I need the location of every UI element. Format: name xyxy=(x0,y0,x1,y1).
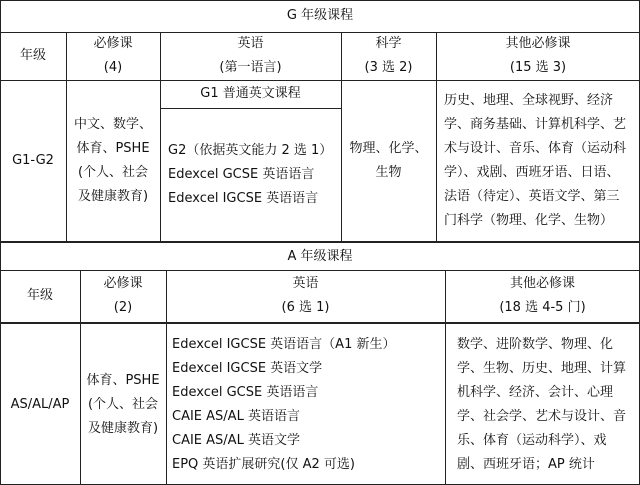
g-required-line: 及健康教育) xyxy=(77,188,149,204)
g-section-title: G 年级课程 xyxy=(286,8,354,23)
a-required-line: (个人、社会 xyxy=(87,396,159,412)
a-english-option: CAIE AS/AL 英语文学 xyxy=(172,432,300,448)
a-header-english-title: 英语 xyxy=(292,276,319,291)
a-other-line: 数学、进阶数学、物理、化 xyxy=(457,336,614,352)
a-other-line: 乐、体育（运动科学）、戏 xyxy=(457,432,607,448)
g-english-option: Edexcel GCSE 英语语言 xyxy=(168,166,315,182)
g-english-option: Edexcel IGCSE 英语语言 xyxy=(168,190,319,206)
a-english-options xyxy=(166,324,445,485)
a-english-option: Edexcel GCSE 英语语言 xyxy=(172,384,319,400)
g-science-subjects xyxy=(341,80,436,241)
g-science-line: 物理、化学、 xyxy=(349,140,428,156)
g-header-other-sub: (15 选 3) xyxy=(509,60,567,75)
g-header-other xyxy=(436,32,640,80)
g-other-line: 学）、戏剧、西班牙语、日语、 xyxy=(444,164,620,180)
g-english-options xyxy=(160,108,341,241)
g-other-line: 历史、地理、全球视野、经济 xyxy=(444,92,614,108)
g-other-line: 术与设计、音乐、体育（运动科 xyxy=(444,140,627,156)
a-header-grade: 年级 xyxy=(26,288,53,303)
a-required-line: 体育、PSHE xyxy=(86,372,160,388)
a-other-subjects xyxy=(445,324,640,485)
g-required-line: 体育、PSHE xyxy=(76,140,150,156)
a-english-option: CAIE AS/AL 英语语言 xyxy=(172,408,300,424)
g-other-line: 学、商务基础、计算机科学、艺 xyxy=(444,116,627,132)
a-other-line: 机科学、经济、会计、心理 xyxy=(457,384,614,400)
g-required-line: (个人、社会 xyxy=(77,164,149,180)
g-science-line: 生物 xyxy=(375,164,402,180)
g-english-option: G2（依据英文能力 2 选 1） xyxy=(168,142,333,158)
g-header-english-title: 英语 xyxy=(237,36,264,51)
g-header-english xyxy=(160,32,341,80)
g-required-subjects xyxy=(66,80,160,241)
g-header-required-count: (4) xyxy=(103,60,123,75)
g-other-line: 门科学（物理、化学、生物） xyxy=(444,212,614,228)
a-grade-value: AS/AL/AP xyxy=(10,396,70,412)
g-header-grade: 年级 xyxy=(19,48,46,63)
a-header-english xyxy=(166,270,445,322)
a-required-line: 及健康教育) xyxy=(87,420,159,436)
a-header-english-sub: (6 选 1) xyxy=(281,300,330,315)
g-required-line: 中文、数学、 xyxy=(73,116,152,132)
a-header-required xyxy=(80,270,166,322)
a-other-line: 剧、西班牙语；AP 统计 xyxy=(457,456,595,472)
g-grade-value: G1-G2 xyxy=(12,152,54,168)
g-header-english-sub: (第一语言) xyxy=(219,60,282,75)
g-header-required xyxy=(66,32,160,80)
g-other-line: 法语（待定）、英语文学、第三 xyxy=(444,188,620,204)
a-english-option: EPQ 英语扩展研究(仅 A2 可选) xyxy=(172,456,355,472)
g-header-science-title: 科学 xyxy=(375,36,402,51)
g1-label: G1 普通英文课程 xyxy=(200,86,301,101)
g-header-science-sub: (3 选 2) xyxy=(364,60,413,75)
a-english-option: Edexcel IGCSE 英语文学 xyxy=(172,360,323,376)
a-other-line: 学、社会学、艺术与设计、音 xyxy=(457,408,627,424)
a-required-subjects xyxy=(80,324,166,485)
a-english-option: Edexcel IGCSE 英语语言（A1 新生） xyxy=(172,336,396,352)
a-header-required-count: (2) xyxy=(113,300,133,315)
a-header-other-sub: (18 选 4-5 门) xyxy=(499,300,586,315)
g-header-other-title: 其他必修课 xyxy=(505,36,571,51)
a-section-title: A 年级课程 xyxy=(287,248,353,264)
a-header-other xyxy=(445,270,640,322)
g-other-subjects xyxy=(436,80,640,241)
a-other-line: 学、生物、历史、地理、计算 xyxy=(457,360,627,376)
g-header-science xyxy=(341,32,436,80)
a-header-required-title: 必修课 xyxy=(103,276,143,291)
g-header-required-title: 必修课 xyxy=(93,36,133,51)
a-header-other-title: 其他必修课 xyxy=(509,276,575,291)
